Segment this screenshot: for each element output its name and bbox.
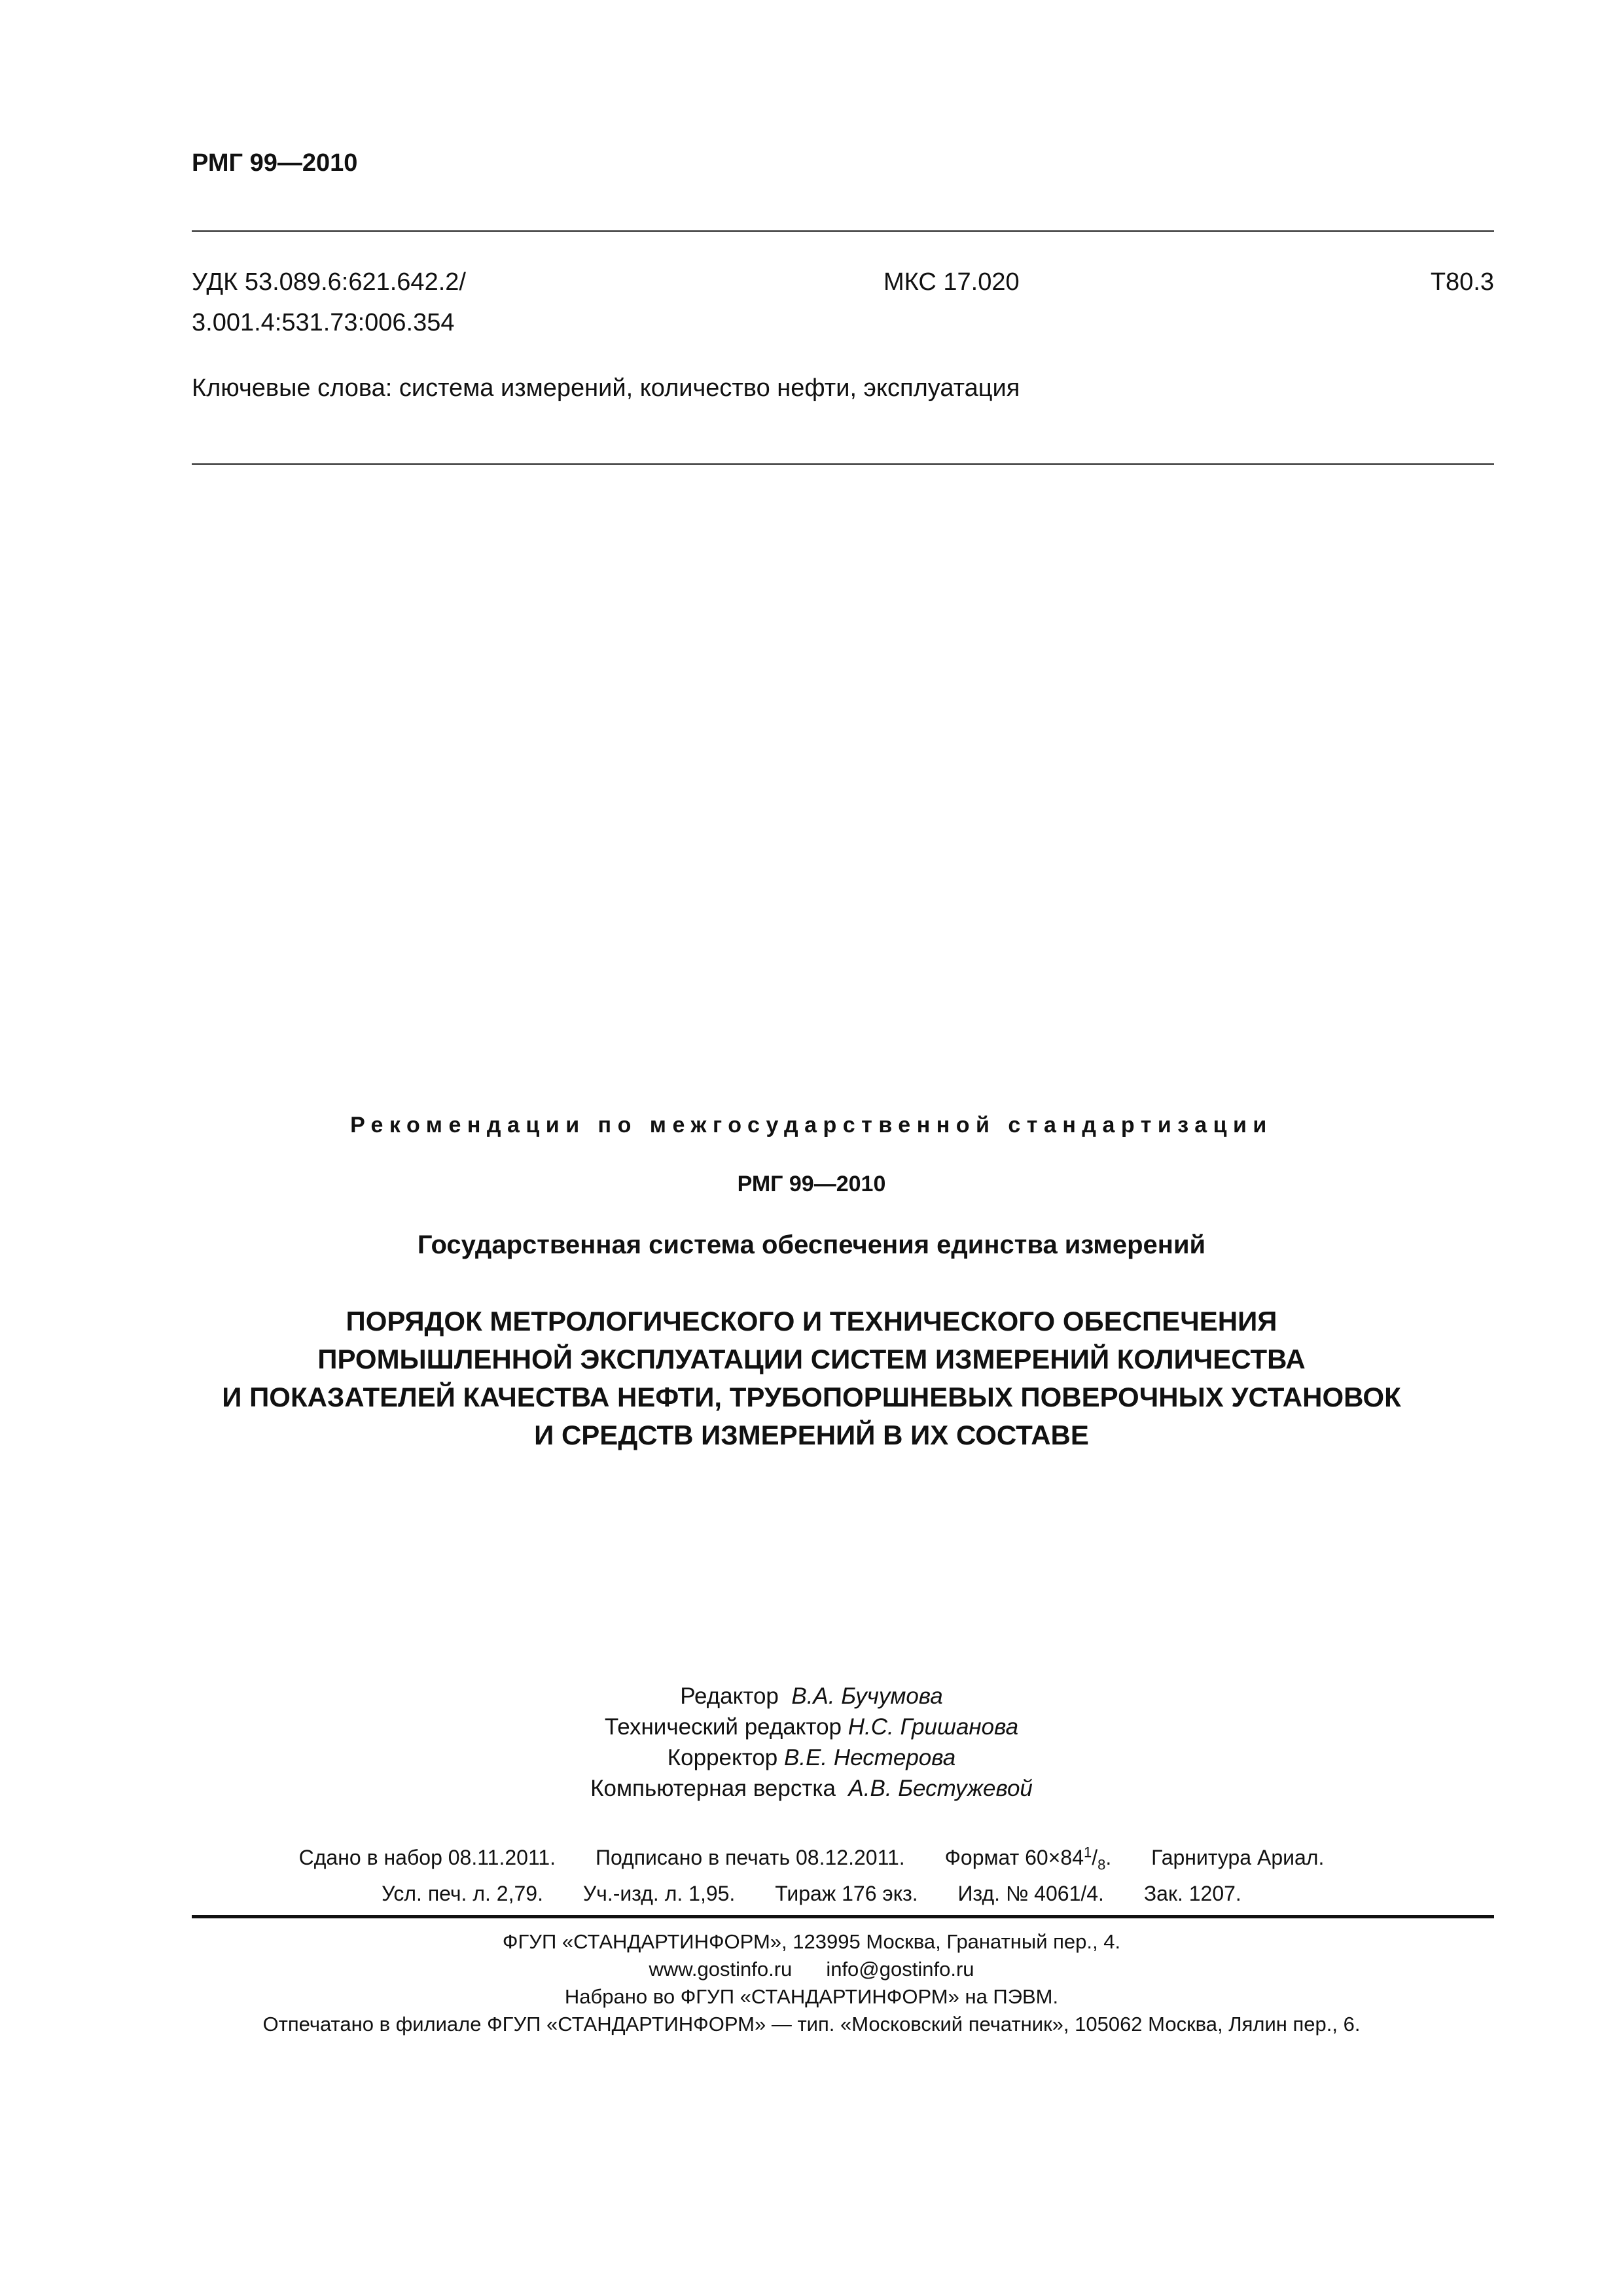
document-code-secondary: РМГ 99—2010 xyxy=(737,1172,886,1196)
printed-info: Отпечатано в филиале ФГУП «СТАНДАРТИНФОРМ» — тип. «Московский печатник», 105062 Москва, Лялин пер., 6. xyxy=(262,2013,1361,2036)
keywords-divider xyxy=(192,463,1494,465)
credit-name: Н.С. Гришанова xyxy=(847,1714,1019,1740)
credits xyxy=(0,1681,1623,1804)
credit-proofreader xyxy=(0,1742,1623,1773)
credit-role: Корректор xyxy=(667,1745,778,1770)
udk-line-1: УДК 53.089.6:621.642.2/ xyxy=(192,268,466,296)
credit-tech-editor xyxy=(0,1712,1623,1742)
mks-code: МКС 17.020 xyxy=(883,268,1020,296)
main-title-line-3: И ПОКАЗАТЕЛЕЙ КАЧЕСТВА НЕФТИ, ТРУБОПОРШНЕВЫХ ПОВЕРОЧНЫХ УСТАНОВОК xyxy=(222,1382,1401,1412)
print-sheets: Усл. печ. л. 2,79. xyxy=(382,1882,543,1906)
main-title-line-1: ПОРЯДОК МЕТРОЛОГИЧЕСКОГО И ТЕХНИЧЕСКОГО ОБЕСПЕЧЕНИЯ xyxy=(346,1306,1277,1336)
main-title-line-2: ПРОМЫШЛЕННОЙ ЭКСПЛУАТАЦИИ СИСТЕМ ИЗМЕРЕНИЙ КОЛИЧЕСТВА xyxy=(317,1344,1306,1374)
system-title: Государственная система обеспечения единства измерений xyxy=(417,1230,1206,1259)
sent-date: Сдано в набор 08.11.2011. xyxy=(298,1845,556,1869)
credit-editor xyxy=(0,1681,1623,1712)
udk-code xyxy=(192,262,466,343)
credit-role: Редактор xyxy=(680,1683,779,1709)
order-number: Зак. 1207. xyxy=(1143,1882,1241,1906)
typeset-info: Набрано во ФГУП «СТАНДАРТИНФОРМ» на ПЭВМ. xyxy=(564,1985,1059,2008)
main-title-line-4: И СРЕДСТВ ИЗМЕРЕНИЙ В ИХ СОСТАВЕ xyxy=(534,1420,1089,1450)
main-title xyxy=(0,1302,1623,1454)
website-link[interactable]: www.gostinfo.ru xyxy=(649,1958,793,1981)
series-title: Рекомендации по межгосударственной стандартизации xyxy=(350,1113,1273,1138)
keywords: Ключевые слова: система измерений, количество нефти, эксплуатация xyxy=(192,374,1020,402)
credit-name: В.Е. Нестерова xyxy=(784,1745,956,1770)
publication-line-1 xyxy=(0,1838,1623,1879)
email-link[interactable]: info@gostinfo.ru xyxy=(826,1958,974,1981)
printer-address: ФГУП «СТАНДАРТИНФОРМ», 123995 Москва, Гранатный пер., 4. xyxy=(502,1930,1121,1953)
udk-line-2: 3.001.4:531.73:006.354 xyxy=(192,309,455,336)
publication-info xyxy=(0,1838,1623,1908)
credit-role: Технический редактор xyxy=(604,1714,842,1740)
publication-line-2 xyxy=(0,1879,1623,1908)
publisher-divider xyxy=(192,1915,1494,1918)
signed-date: Подписано в печать 08.12.2011. xyxy=(595,1845,905,1869)
document-code: РМГ 99—2010 xyxy=(192,149,358,177)
credit-name: В.А. Бучумова xyxy=(791,1683,943,1709)
credit-name: А.В. Бестужевой xyxy=(848,1776,1033,1801)
print-run: Тираж 176 экз. xyxy=(775,1882,918,1906)
t-code: Т80.3 xyxy=(1430,268,1494,296)
printer-contacts xyxy=(0,1956,1623,1983)
credit-role: Компьютерная верстка xyxy=(590,1776,836,1801)
typeface: Гарнитура Ариал. xyxy=(1151,1845,1325,1869)
edition-number: Изд. № 4061/4. xyxy=(957,1882,1104,1906)
pub-sheets: Уч.-изд. л. 1,95. xyxy=(582,1882,736,1906)
credit-layout xyxy=(0,1773,1623,1804)
printer-info xyxy=(0,1928,1623,2038)
top-divider xyxy=(192,230,1494,232)
format: Формат $60\times 84^1/_8$. xyxy=(944,1844,1112,1873)
